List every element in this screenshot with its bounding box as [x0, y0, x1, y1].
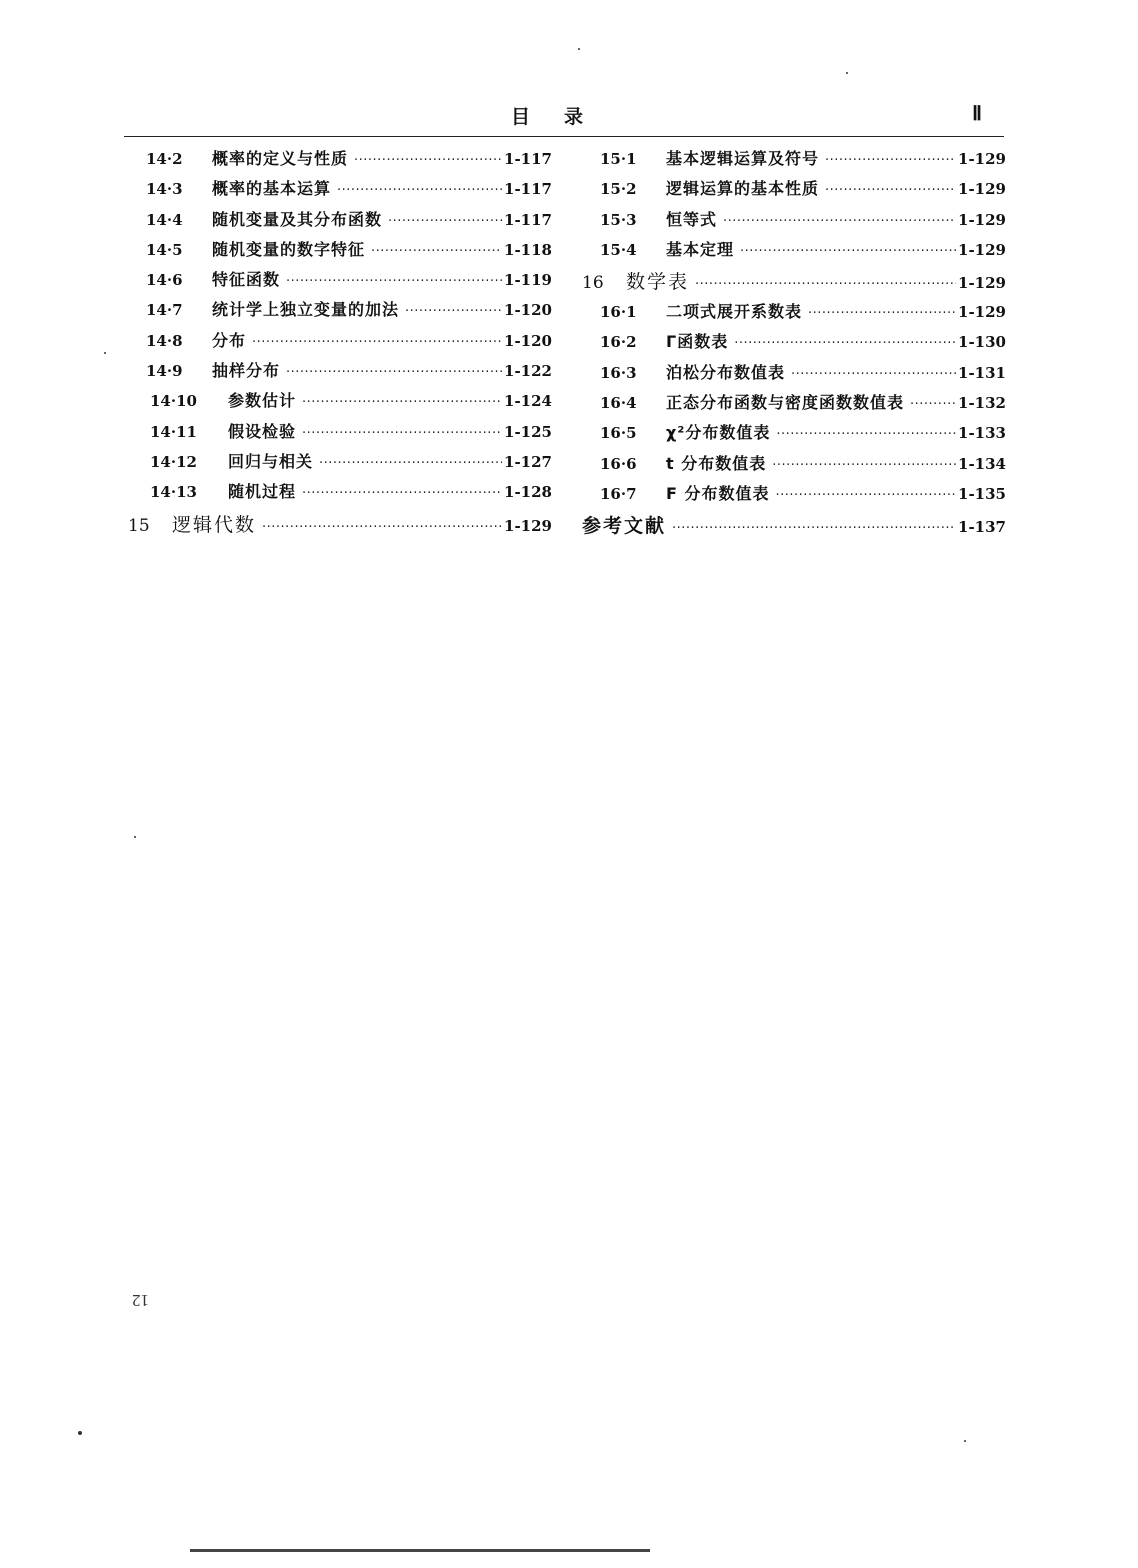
- scan-speck: [78, 1431, 82, 1435]
- toc-entry-number: 15·3: [600, 210, 637, 229]
- toc-entry-page: 1-117: [504, 210, 552, 229]
- toc-section-entry: [582, 176, 1006, 206]
- toc-entry-title: χ²分布数值表: [666, 423, 771, 443]
- toc-leader-dots: [740, 244, 956, 259]
- toc-entry-title: 随机变量及其分布函数: [212, 209, 383, 229]
- toc-entry-number: 14·13: [150, 483, 197, 502]
- toc-section-entry: [582, 451, 1006, 481]
- toc-leader-dots: [672, 521, 956, 536]
- toc-section-entry: [128, 449, 552, 479]
- toc-leader-dots: [776, 427, 956, 442]
- toc-leader-dots: [371, 244, 502, 259]
- toc-entry-title: 抽样分布: [212, 361, 281, 381]
- toc-section-entry: [582, 299, 1006, 329]
- toc-entry-title: 假设检验: [228, 421, 297, 441]
- toc-entry-page: 1-137: [958, 518, 1006, 537]
- footer-page-number: 12: [132, 1291, 149, 1310]
- toc-entry-number: 16·3: [600, 363, 637, 382]
- toc-section-entry: [128, 358, 552, 388]
- toc-entry-title: 参考文献: [582, 515, 667, 538]
- toc-entry-title: F 分布数值表: [666, 483, 770, 503]
- toc-section-entry: [582, 481, 1006, 511]
- toc-section-entry: [128, 297, 552, 327]
- toc-entry-number: 14·2: [146, 150, 183, 168]
- toc-section-entry: [128, 176, 552, 206]
- toc-leader-dots: [910, 397, 956, 412]
- toc-section-entry: [582, 360, 1006, 390]
- toc-entry-page: 1-127: [504, 452, 552, 471]
- toc-section-entry: [582, 329, 1006, 359]
- toc-entry-number: 16·2: [600, 333, 637, 352]
- toc-chapter-entry: [582, 511, 1006, 543]
- toc-entry-number: 16: [582, 273, 604, 294]
- toc-entry-page: 1-129: [958, 150, 1006, 168]
- toc-entry-title: 基本逻辑运算及符号: [666, 149, 820, 168]
- toc-entry-title: 逻辑代数: [172, 513, 257, 536]
- toc-entry-title: 随机变量的数字特征: [212, 239, 366, 259]
- toc-entry-page: 1-134: [958, 454, 1006, 473]
- toc-leader-dots: [825, 183, 956, 198]
- toc-entry-title: 数学表: [626, 271, 690, 294]
- toc-entry-title: 随机过程: [228, 482, 297, 502]
- toc-entry-number: 14·6: [146, 271, 183, 290]
- toc-section-entry: [582, 146, 1006, 176]
- toc-entry-number: 15·4: [600, 240, 637, 259]
- header-page-number: Ⅱ: [972, 103, 982, 125]
- toc-entry-number: 15·1: [600, 150, 637, 168]
- toc-entry-title: 泊松分布数值表: [666, 362, 786, 382]
- toc-entry-page: 1-129: [504, 516, 552, 535]
- toc-entry-number: 16·6: [600, 454, 637, 473]
- toc-leader-dots: [405, 304, 502, 319]
- toc-entry-page: 1-119: [504, 271, 552, 290]
- toc-entry-page: 1-133: [958, 424, 1006, 443]
- toc-entry-title: 概率的定义与性质: [212, 149, 349, 168]
- toc-entry-page: 1-131: [958, 363, 1006, 382]
- toc-leader-dots: [825, 153, 956, 168]
- page-title: 目录: [510, 106, 617, 128]
- toc-entry-number: 15·2: [600, 180, 637, 199]
- toc-entry-title: Γ函数表: [666, 332, 729, 352]
- toc-entry-number: 14·12: [150, 452, 197, 471]
- toc-entry-title: 概率的基本运算: [212, 179, 332, 199]
- toc-entry-page: 1-135: [958, 484, 1006, 503]
- toc-leader-dots: [319, 456, 502, 471]
- toc-section-entry: [128, 146, 552, 176]
- toc-section-entry: [128, 388, 552, 418]
- toc-leader-dots: [388, 214, 502, 229]
- toc-entry-number: 14·9: [146, 362, 183, 381]
- bottom-scan-line: [190, 1549, 650, 1552]
- header-divider: [124, 136, 1004, 137]
- toc-entry-page: 1-117: [504, 150, 552, 168]
- scan-speck: [846, 72, 848, 74]
- scan-speck: [104, 352, 106, 354]
- toc-entry-number: 14·8: [146, 331, 183, 350]
- toc-leader-dots: [808, 306, 956, 321]
- toc-entry-page: 1-120: [504, 301, 552, 320]
- toc-entry-page: 1-122: [504, 362, 552, 381]
- toc-entry-number: 16·5: [600, 424, 637, 443]
- toc-entry-page: 1-118: [504, 240, 552, 259]
- toc-entry-page: 1-128: [504, 483, 552, 502]
- toc-entry-number: 14·10: [150, 392, 197, 411]
- toc-entry-page: 1-129: [958, 303, 1006, 322]
- toc-entry-page: 1-124: [504, 392, 552, 411]
- toc-leader-dots: [337, 183, 502, 198]
- toc-section-entry: [128, 207, 552, 237]
- toc-section-entry: [582, 390, 1006, 420]
- toc-leader-dots: [302, 426, 502, 441]
- toc-entry-title: 正态分布函数与密度函数数值表: [666, 393, 905, 413]
- toc-entry-title: 特征函数: [212, 270, 281, 290]
- toc-leader-dots: [262, 520, 502, 535]
- toc-leader-dots: [772, 458, 956, 473]
- toc-right-column: [582, 146, 1006, 543]
- toc-entry-title: 统计学上独立变量的加法: [212, 300, 400, 320]
- toc-entry-number: 14·5: [146, 240, 183, 259]
- toc-entry-number: 14·11: [150, 422, 197, 441]
- toc-entry-number: 14·3: [146, 180, 183, 199]
- toc-entry-number: 16·7: [600, 484, 637, 503]
- toc-leader-dots: [776, 488, 957, 503]
- toc-entry-title: 逻辑运算的基本性质: [666, 179, 820, 199]
- toc-leader-dots: [302, 395, 502, 410]
- toc-entry-page: 1-132: [958, 394, 1006, 413]
- toc-chapter-entry: [128, 510, 552, 542]
- scan-speck: [964, 1440, 966, 1442]
- toc-entry-page: 1-120: [504, 331, 552, 350]
- toc-leader-dots: [695, 277, 956, 292]
- toc-leader-dots: [286, 365, 502, 380]
- toc-entry-page: 1-129: [958, 274, 1006, 293]
- scan-speck: [134, 836, 136, 838]
- toc-entry-number: 15: [128, 515, 150, 536]
- toc-entry-number: 16·4: [600, 394, 637, 413]
- toc-entry-title: t 分布数值表: [666, 453, 767, 473]
- toc-entry-title: 基本定理: [666, 239, 735, 259]
- toc-entry-title: 参数估计: [228, 391, 297, 411]
- toc-section-entry: [582, 207, 1006, 237]
- toc-entry-title: 分布: [212, 330, 247, 350]
- toc-entry-page: 1-117: [504, 180, 552, 199]
- toc-section-entry: [128, 479, 552, 509]
- toc-section-entry: [128, 328, 552, 358]
- toc-chapter-entry: [582, 267, 1006, 299]
- scan-speck: [578, 48, 580, 50]
- toc-entry-title: 回归与相关: [228, 451, 314, 471]
- toc-leader-dots: [286, 274, 502, 289]
- toc-leader-dots: [354, 153, 502, 168]
- toc-entry-title: 二项式展开系数表: [666, 302, 803, 322]
- toc-leader-dots: [723, 214, 956, 229]
- toc-entry-number: 16·1: [600, 303, 637, 322]
- toc-leader-dots: [791, 367, 956, 382]
- toc-leader-dots: [734, 336, 956, 351]
- toc-left-column: [128, 146, 552, 542]
- toc-leader-dots: [302, 486, 502, 501]
- toc-leader-dots: [252, 335, 502, 350]
- toc-entry-page: 1-125: [504, 422, 552, 441]
- toc-entry-page: 1-129: [958, 240, 1006, 259]
- toc-entry-page: 1-130: [958, 333, 1006, 352]
- toc-section-entry: [128, 419, 552, 449]
- toc-section-entry: [582, 237, 1006, 267]
- toc-section-entry: [128, 267, 552, 297]
- toc-entry-title: 恒等式: [666, 209, 718, 229]
- toc-entry-page: 1-129: [958, 180, 1006, 199]
- toc-entry-page: 1-129: [958, 210, 1006, 229]
- toc-section-entry: [128, 237, 552, 267]
- toc-entry-number: 14·7: [146, 301, 183, 320]
- toc-section-entry: [582, 420, 1006, 450]
- page-header: [124, 100, 1004, 130]
- toc-entry-number: 14·4: [146, 210, 183, 229]
